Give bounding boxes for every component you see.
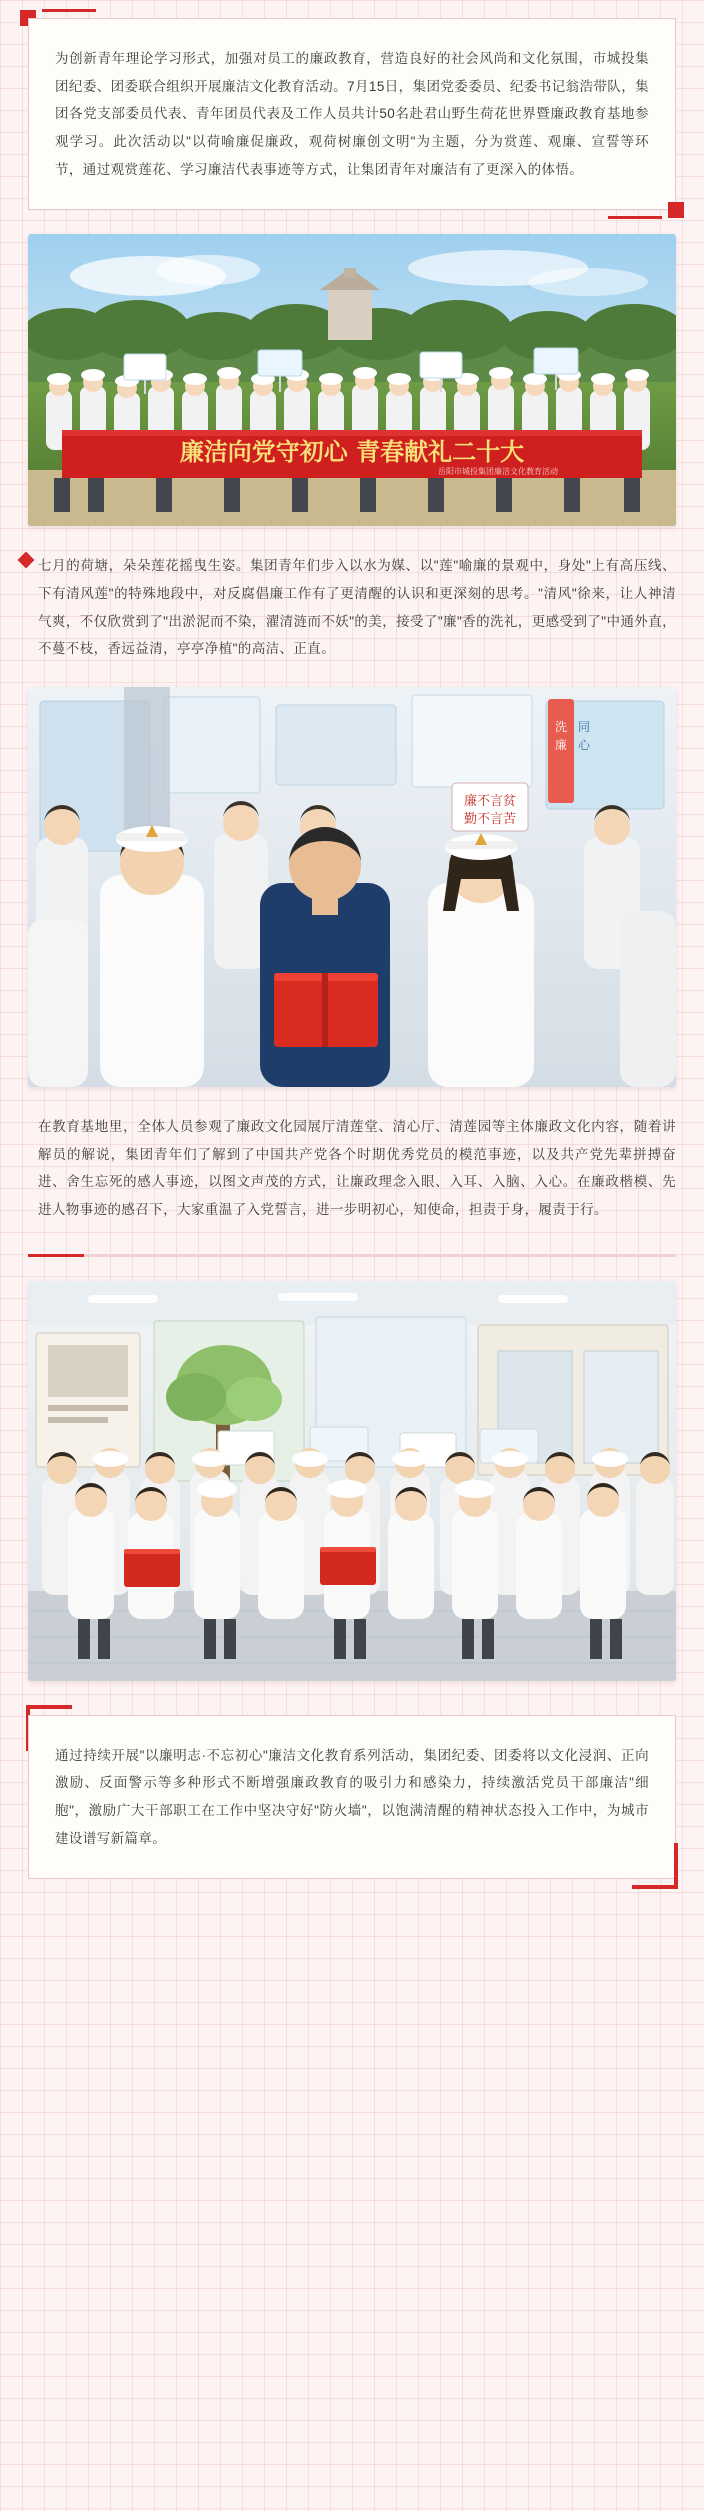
sign-right-text: 勤不言苦 xyxy=(463,812,517,828)
paragraph-3-block xyxy=(28,1113,676,1224)
decor-line-bottom xyxy=(608,216,662,219)
photo-exhibition-hall xyxy=(28,1281,676,1681)
decor-bar-left-horizontal xyxy=(26,1705,72,1709)
decor-line-top xyxy=(42,9,96,12)
decor-diamond-icon xyxy=(18,552,35,569)
svg-text:心: 心 xyxy=(577,738,591,753)
banner-sub-text: 岳阳市城投集团廉洁文化教育活动 xyxy=(438,467,558,477)
closing-paragraph: 通过持续开展"以廉明志·不忘初心"廉洁文化教育系列活动，集团纪委、团委将以文化浸润、正向激励、反面警示等多种形式不断增强廉政教育的吸引力和感染力，持续激活党员干部廉洁"细胞"，激励广大干部职工在工作中坚决守好"防火墙"，以饱满清醒的精神状态投入工作中，为城市建设谱写新篇章。 xyxy=(55,1747,649,1846)
paragraph-2: 七月的荷塘，朵朵莲花摇曳生姿。集团青年们步入以水为媒、以"莲"喻廉的景观中，身处"上有高压线、下有清风莲"的特殊地段中，对反腐倡廉工作有了更清醒的认识和更深刻的思考。"清风"徐来，让人神清气爽，不仅欣赏到了"出淤泥而不染，濯清涟而不妖"的美，接受了"廉"香的洗礼，更感受到了"中通外直，不蔓不枝，香远益清，亭亭净植"的高洁、正直。 xyxy=(38,558,676,657)
decor-corner-bottom-right xyxy=(668,202,684,218)
intro-card-wrapper xyxy=(28,18,676,210)
decor-bar-right-vertical xyxy=(674,1843,678,1889)
photo-exhibition-hall-image xyxy=(28,1281,676,1681)
photo-reading-oath xyxy=(28,687,676,1087)
photo-reading-oath-image xyxy=(28,687,676,1087)
sign-left-text: 廉不言贫 xyxy=(463,794,517,810)
banner-main-text: 廉洁向党守初心 青春献礼二十大 xyxy=(179,438,525,467)
closing-card xyxy=(28,1715,676,1880)
svg-text:廉: 廉 xyxy=(554,738,568,753)
svg-text:洗: 洗 xyxy=(554,720,568,735)
paragraph-2-block xyxy=(28,552,676,663)
svg-text:同: 同 xyxy=(577,720,591,735)
decor-bar-right-horizontal xyxy=(632,1885,678,1889)
intro-paragraph: 为创新青年理论学习形式，加强对员工的廉政教育，营造良好的社会风尚和文化氛围，市城投集团纪委、团委联合组织开展廉洁文化教育活动。7月15日，集团党委委员、纪委书记翁浩带队，集团各党支部委员代表、青年团员代表及工作人员共计50名赴君山野生荷花世界暨廉政教育基地参观学习。此次活动以"以荷喻廉促廉政，观荷树廉创文明"为主题，分为赏莲、观廉、宣誓等环节，通过观赏莲花、学习廉洁代表事迹等方式，让集团青年对廉洁有了更深入的体悟。 xyxy=(55,51,649,177)
section-divider xyxy=(28,1254,676,1257)
paragraph-3: 在教育基地里，全体人员参观了廉政文化园展厅清莲堂、清心厅、清莲园等主体廉政文化内容，随着讲解员的解说，集团青年们了解到了中国共产党各个时期优秀党员的模范事迹，以及共产党先辈拼搏奋进、舍生忘死的感人事迹，以图文声茂的方式，让廉政理念入眼、入耳、入脑、入心。在廉政楷模、先进人物事迹的感召下，大家重温了入党誓言，进一步明初心，知使命，担责于身，履责于行。 xyxy=(38,1119,676,1218)
closing-card-wrapper xyxy=(28,1715,676,1880)
photo-group-banner xyxy=(28,234,676,526)
photo-group-banner-image xyxy=(28,234,676,526)
intro-card xyxy=(28,18,676,210)
